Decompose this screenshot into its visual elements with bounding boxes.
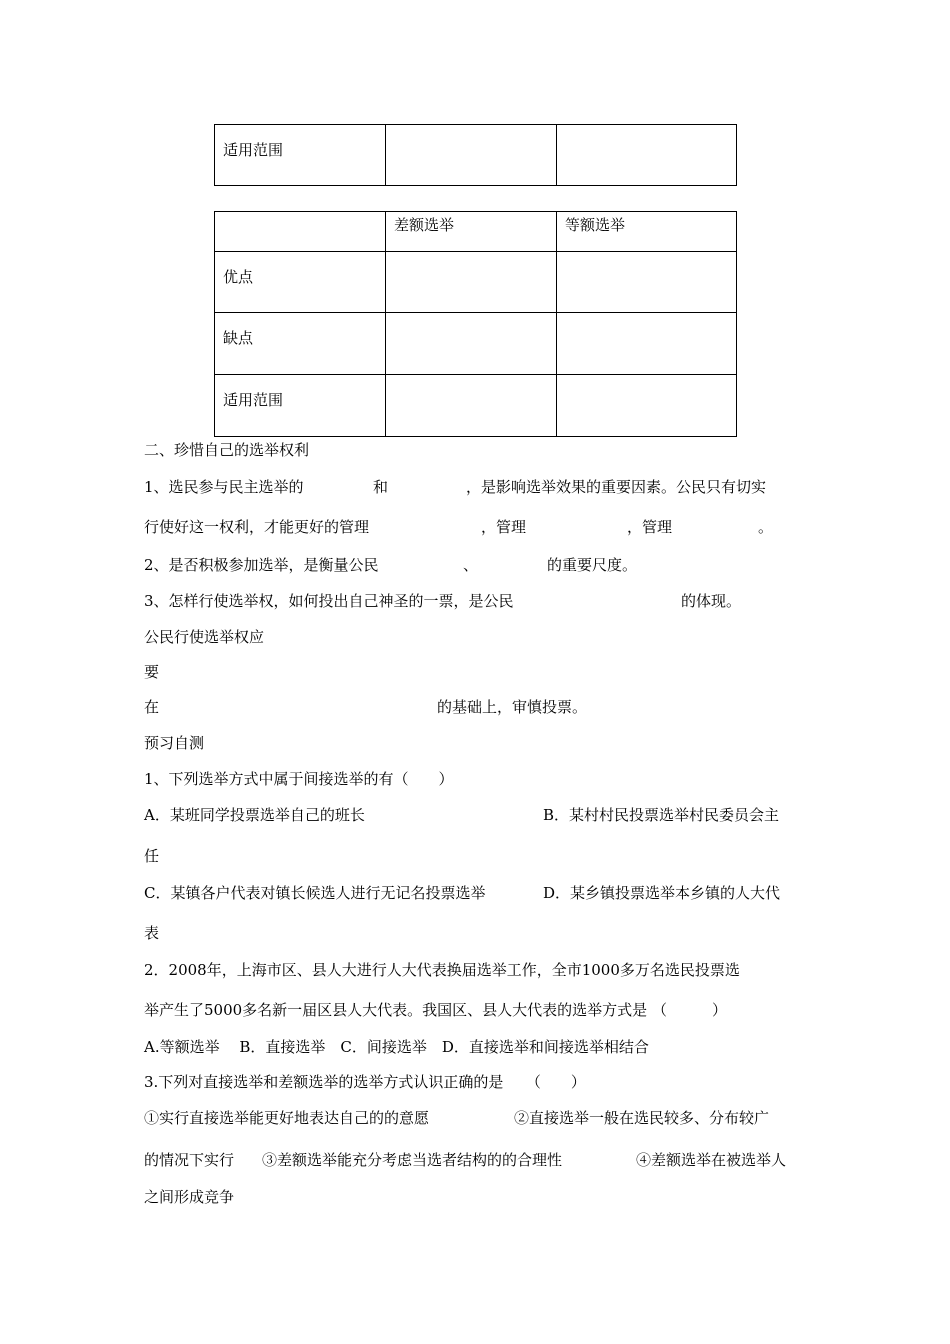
question-3-line-2c: ④差额选举在被选举人 bbox=[636, 1151, 787, 1169]
item1-text-f: ，管理 bbox=[627, 518, 673, 536]
line6-text-a: 在 bbox=[144, 698, 160, 716]
table-header-row bbox=[215, 212, 737, 252]
item1-text-e: ，管理 bbox=[481, 518, 527, 536]
question-3-stem: 3.下列对直接选举和差额选举的选举方式认识正确的是 （ ） bbox=[144, 1073, 586, 1091]
line5-text: 要 bbox=[144, 663, 160, 681]
question-1-option-d-cont: 表 bbox=[144, 924, 160, 942]
item1-text-a: 1、选民参与民主选举的 bbox=[144, 478, 304, 496]
table-cell-label: 适用范围 bbox=[215, 375, 386, 437]
table-row bbox=[215, 313, 737, 375]
question-1-stem: 1、下列选举方式中属于间接选举的有（ ） bbox=[144, 770, 454, 788]
question-2-line-1: 2．2008年，上海市区、县人大进行人大代表换届选举工作，全市1000多万名选民投票选 bbox=[144, 961, 740, 979]
item1-text-g: 。 bbox=[758, 518, 774, 536]
table-cell-label: 缺点 bbox=[215, 313, 386, 375]
comparison-table-top bbox=[214, 124, 737, 186]
question-3-line-3: 之间形成竞争 bbox=[144, 1188, 235, 1206]
table-cell-blank[interactable] bbox=[557, 313, 737, 375]
question-1-option-a: A．某班同学投票选举自己的班长 bbox=[144, 806, 365, 824]
table-cell-label: 优点 bbox=[215, 252, 386, 313]
table-cell-blank[interactable] bbox=[386, 313, 557, 375]
table-cell-blank[interactable] bbox=[557, 125, 737, 186]
question-3-line-1b: ②直接选举一般在选民较多、分布较广 bbox=[514, 1109, 770, 1127]
item1-text-b: 和 bbox=[373, 478, 389, 496]
item3-text-a: 3、怎样行使选举权，如何投出自己神圣的一票，是公民 bbox=[144, 592, 514, 610]
table-row bbox=[215, 375, 737, 437]
line6-text-b: 的基础上，审慎投票。 bbox=[437, 698, 588, 716]
item2-text-c: 的重要尺度。 bbox=[547, 556, 638, 574]
election-comparison-table bbox=[214, 211, 737, 437]
table-cell-blank[interactable] bbox=[386, 125, 557, 186]
question-2-options: A.等额选举 B．直接选举 C．间接选举 D．直接选举和间接选举相结合 bbox=[144, 1038, 649, 1056]
table-cell-blank[interactable] bbox=[386, 252, 557, 313]
table-cell-blank[interactable] bbox=[557, 375, 737, 437]
question-2-line-2: 举产生了5000多名新一届区县人大代表。我国区、县人大代表的选举方式是 （ ） bbox=[144, 1001, 727, 1019]
question-3-line-2a: 的情况下实行 bbox=[144, 1151, 235, 1169]
question-1-option-c: C．某镇各户代表对镇长候选人进行无记名投票选举 bbox=[144, 884, 486, 902]
table-header-cell: 差额选举 bbox=[386, 212, 557, 252]
self-test-heading: 预习自测 bbox=[144, 734, 205, 752]
table-cell-blank[interactable] bbox=[386, 375, 557, 437]
table-cell-blank[interactable] bbox=[557, 252, 737, 313]
table-cell-label: 适用范围 bbox=[215, 125, 386, 186]
item2-text-a: 2、是否积极参加选举，是衡量公民 bbox=[144, 556, 379, 574]
item1-text-c: ，是影响选举效果的重要因素。公民只有切实 bbox=[466, 478, 767, 496]
section-heading: 二、珍惜自己的选举权利 bbox=[144, 441, 310, 459]
item3-text-b: 的体现。 bbox=[681, 592, 742, 610]
item2-text-b: 、 bbox=[463, 556, 479, 574]
question-1-option-d: D．某乡镇投票选举本乡镇的人大代 bbox=[543, 884, 781, 902]
table-header-cell bbox=[215, 212, 386, 252]
question-3-line-1a: ①实行直接选举能更好地表达自己的的意愿 bbox=[144, 1109, 430, 1127]
table-row bbox=[215, 252, 737, 313]
question-3-line-2b: ③差额选举能充分考虑当选者结构的的合理性 bbox=[262, 1151, 563, 1169]
question-1-option-b-cont: 任 bbox=[144, 847, 160, 865]
item1-text-d: 行使好这一权利，才能更好的管理 bbox=[144, 518, 370, 536]
table-header-cell: 等额选举 bbox=[557, 212, 737, 252]
table-row bbox=[215, 125, 737, 186]
line4-text: 公民行使选举权应 bbox=[144, 628, 265, 646]
question-1-option-b: B．某村村民投票选举村民委员会主 bbox=[543, 806, 780, 824]
